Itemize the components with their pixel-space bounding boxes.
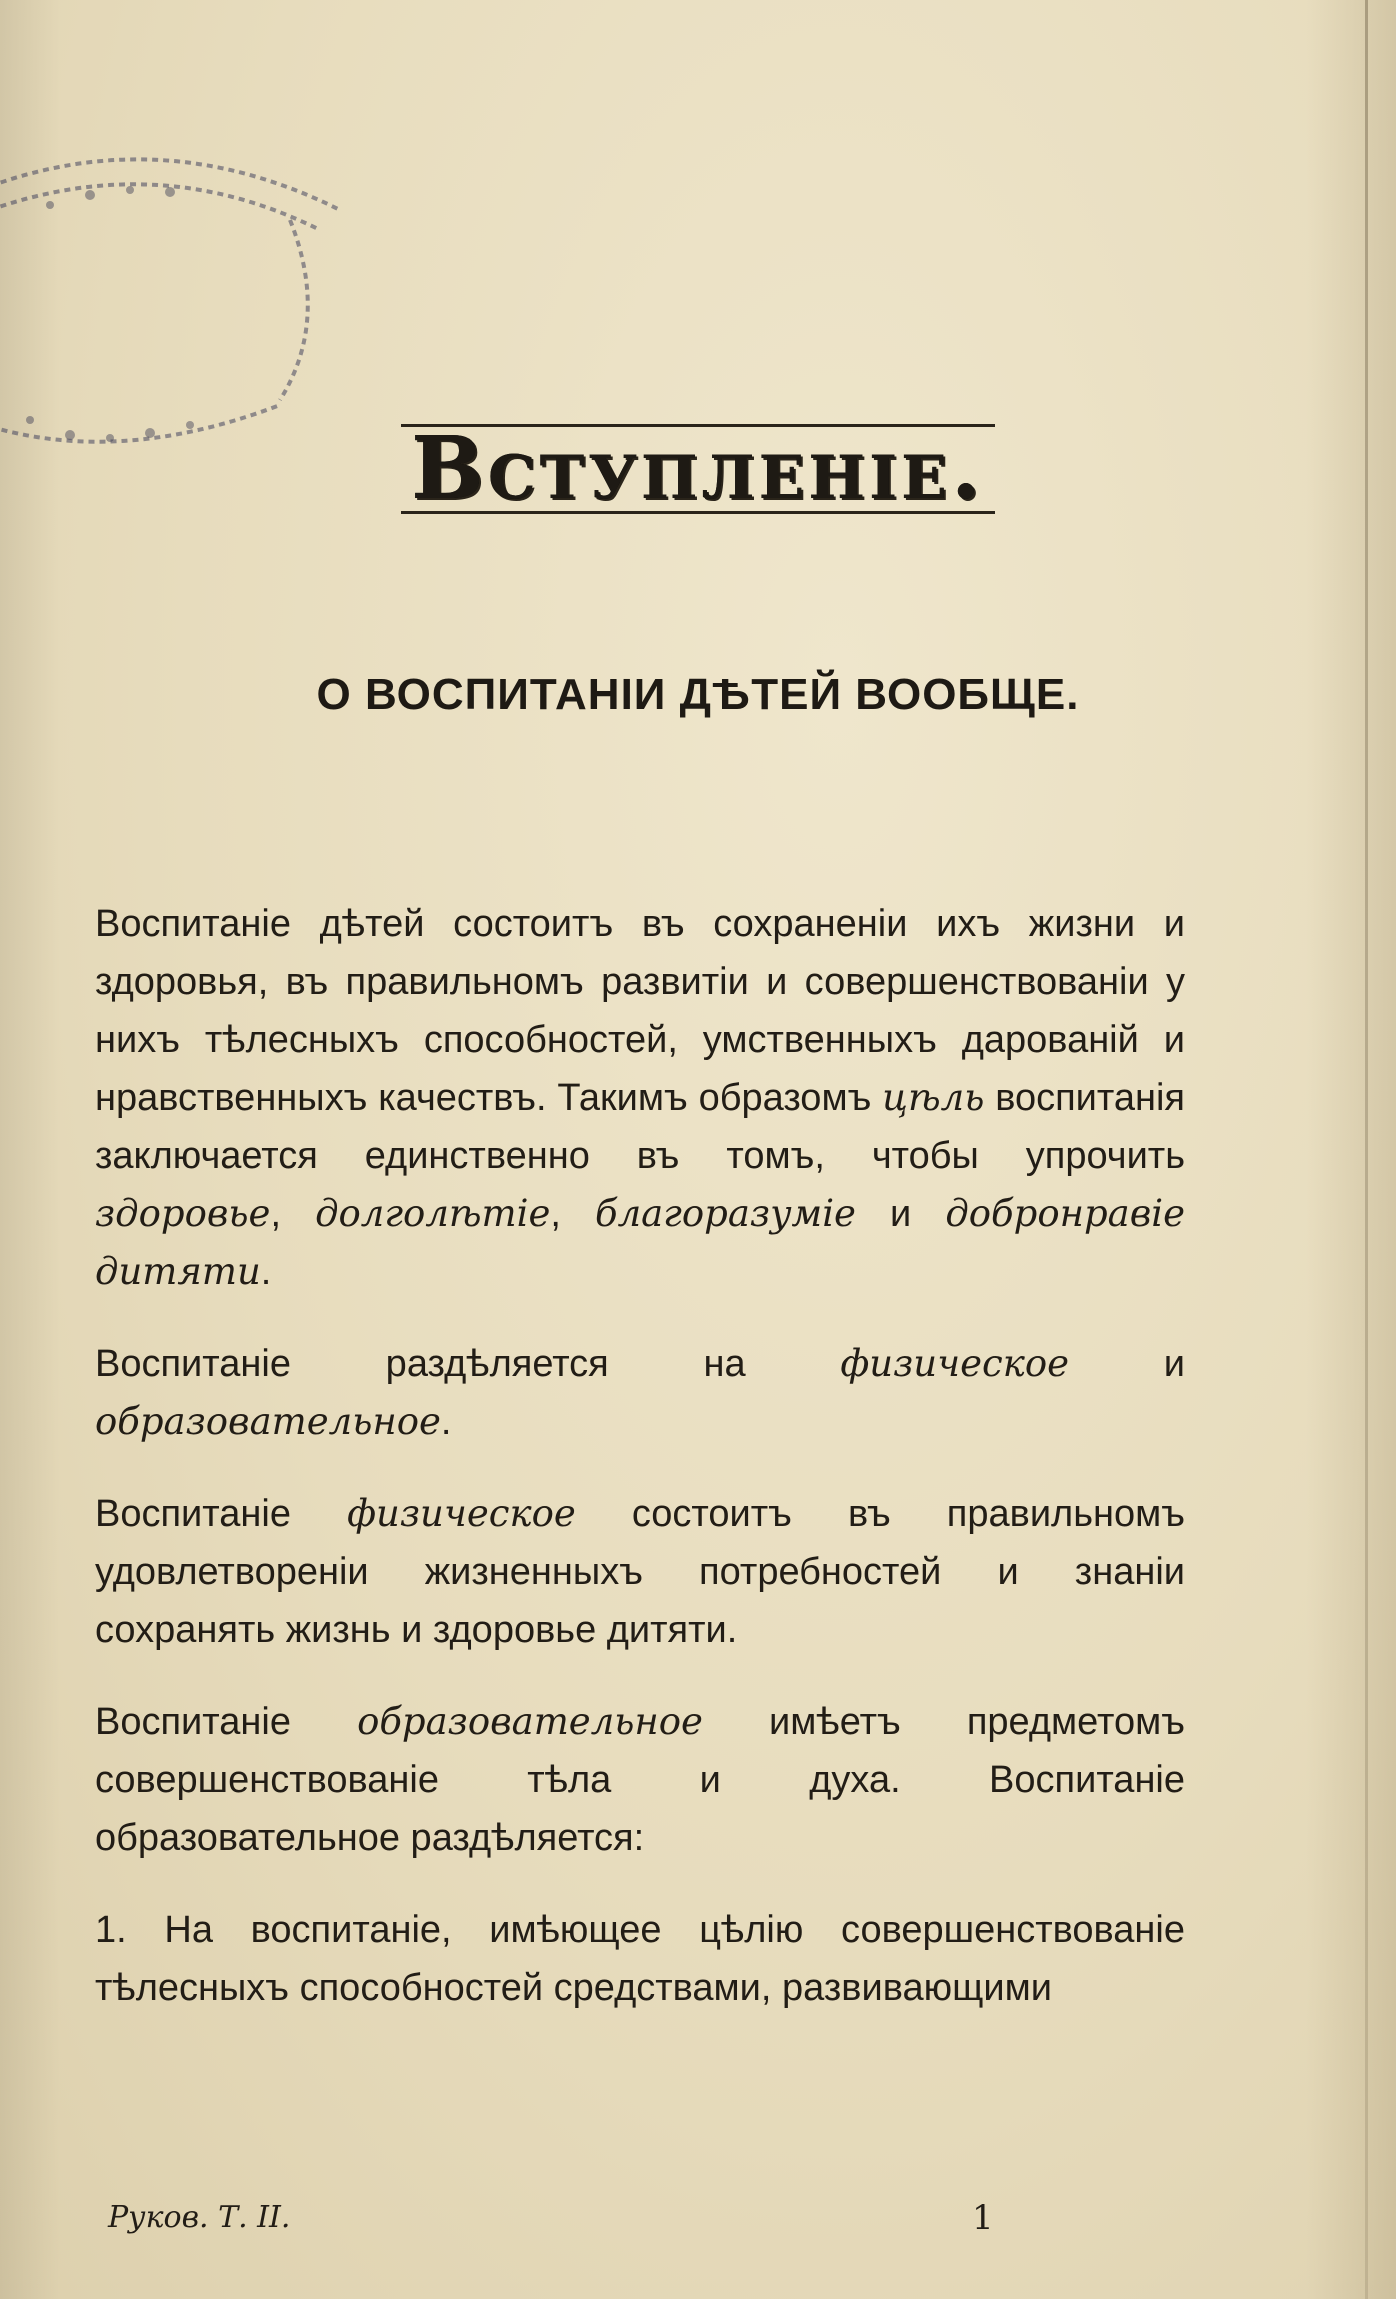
paragraph [95, 1693, 1185, 1867]
page-edge [1365, 0, 1368, 2299]
text-run: , [550, 1193, 595, 1235]
text-run: , [270, 1193, 316, 1235]
text-run: состоитъ въ правильномъ удовлетвореніи жизненныхъ потребностей и знаніи сохранять жизнь и здоровье дитяти. [95, 1493, 1186, 1651]
text-run: воспитанія заключается единственно въ томъ, чтобы упрочить [95, 1077, 1186, 1177]
signature-mark: Руков. Т. II. [108, 2200, 291, 2235]
text-run: 1. На воспитаніе, имѣющее цѣлію совершенствованіе тѣлесныхъ способностей средствами, развивающими [95, 1909, 1185, 2009]
text-run: Воспитаніе [95, 1493, 348, 1535]
italic-text: цѣль [882, 1076, 985, 1119]
text-run: Воспитаніе раздѣляется на [95, 1343, 841, 1385]
italic-text: физическое [347, 1492, 576, 1535]
italic-text: благоразуміе [594, 1192, 856, 1235]
text-run: Воспитаніе дѣтей состоитъ въ сохраненіи ихъ жизни и здоровья, въ правильномъ развитіи и совершенствованіи у нихъ тѣлесныхъ способностей, умственныхъ дарованій и нравственныхъ качествъ. Такимъ образомъ [95, 903, 1185, 1119]
italic-text: физическое [840, 1342, 1070, 1385]
text-run: Воспитаніе [95, 1701, 358, 1743]
text-run: . [440, 1401, 452, 1443]
italic-text: образовательное [95, 1400, 441, 1443]
section-title: О ВОСПИТАНІИ ДѢТЕЙ ВООБЩЕ. [316, 670, 1080, 719]
text-run: . [260, 1251, 272, 1293]
page-number: 1 [972, 2198, 994, 2238]
paragraph [95, 1485, 1185, 1659]
body-text [95, 895, 1185, 2051]
paragraph [95, 1901, 1185, 2017]
italic-text: добронравіе дитяти [95, 1192, 1185, 1293]
chapter-heading [0, 418, 1396, 519]
italic-text: долголѣтіе [315, 1192, 551, 1235]
italic-text: здоровье [95, 1192, 271, 1235]
paragraph [95, 1335, 1185, 1451]
text-run: и [1069, 1343, 1185, 1385]
chapter-heading-text: Вступленіе. [401, 424, 995, 514]
italic-text: образовательное [357, 1700, 703, 1743]
text-run: имѣетъ предметомъ совершенствованіе тѣла и духа. Воспитаніе образовательное раздѣляется: [95, 1701, 1185, 1859]
paragraph [95, 895, 1185, 1301]
text-run: и [855, 1193, 946, 1235]
